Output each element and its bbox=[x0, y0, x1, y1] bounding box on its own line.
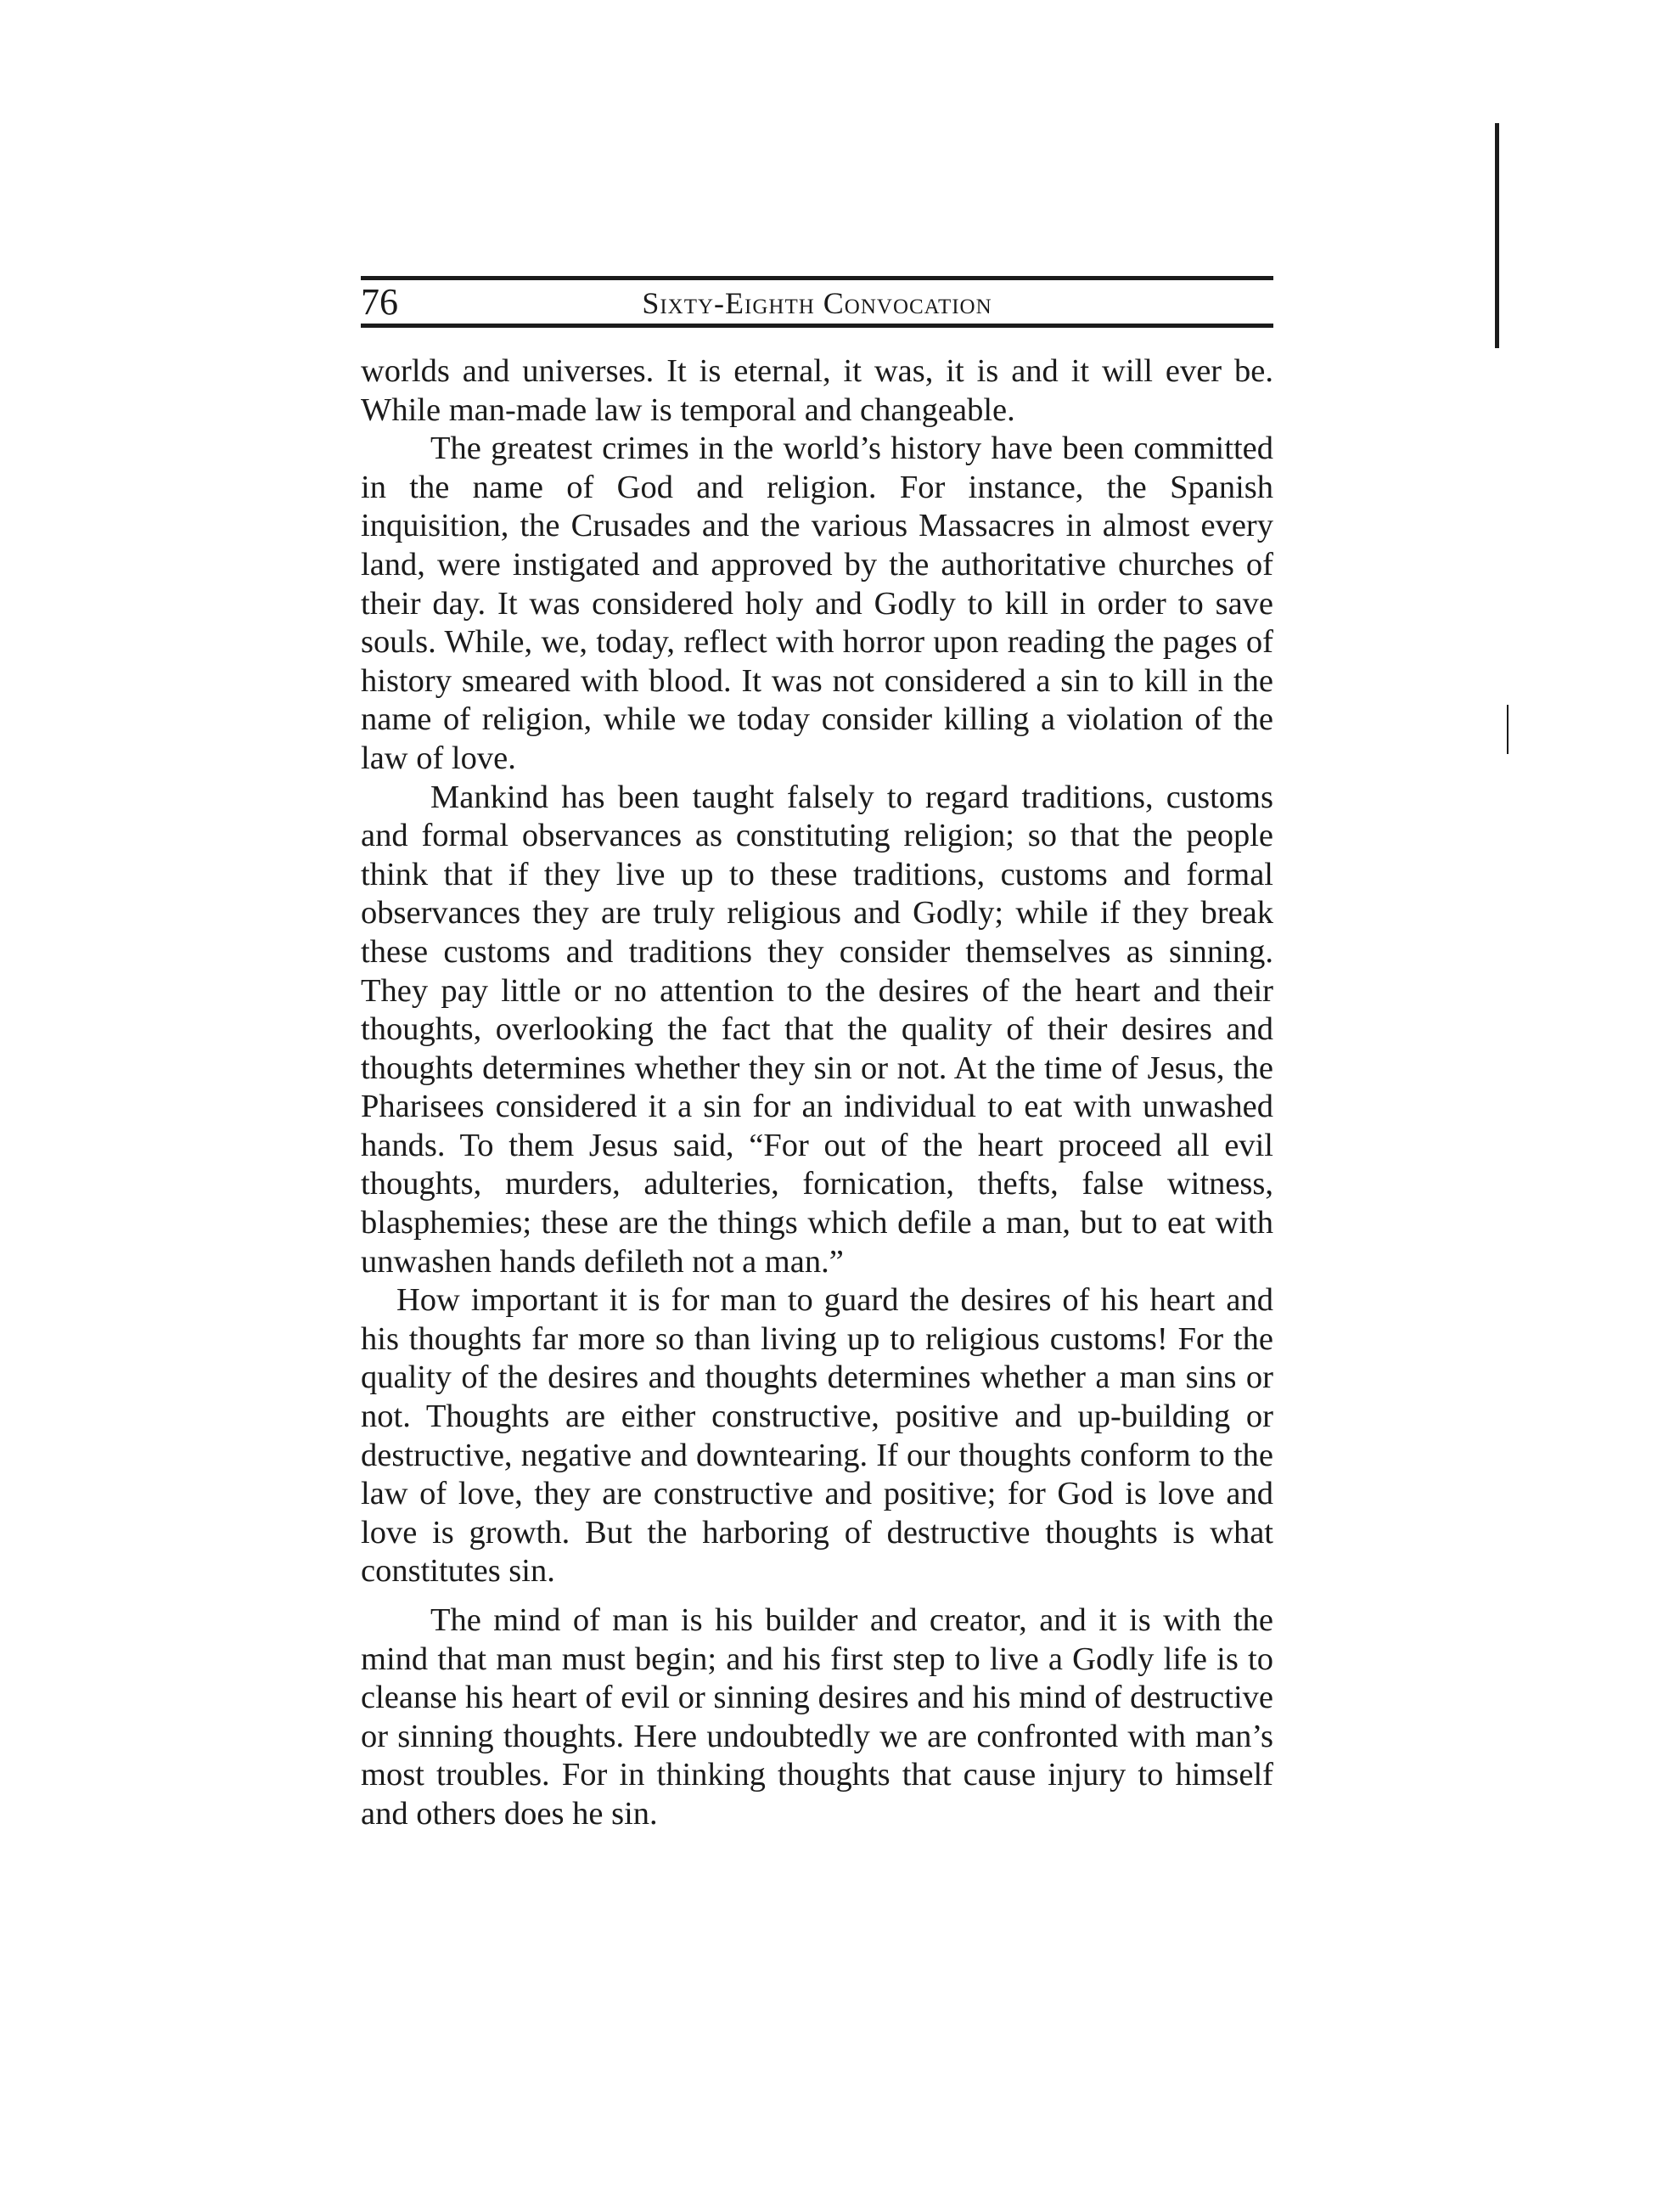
body-text bbox=[361, 352, 1273, 1834]
paragraph-mind-of-man: The mind of man is his builder and creator, and it is with the mind that man must begin; and his first step to live a Godly life is to cleanse his heart of evil or sinning desires and his mind of destructive or sinning thoughts. Here undoubtedly we are confronted with man’s most troubles. For in thinking thoughts that cause injury to himself and others does he sin. bbox=[361, 1602, 1273, 1832]
scan-edge-mark-top bbox=[1495, 123, 1499, 348]
header-rule-top bbox=[361, 276, 1273, 280]
paragraph-greatest-crimes: The greatest crimes in the world’s history have been committed in the name of God and religion. For instance, the Spanish inquisition, the Crusades and the various Massacres in almost every land, were instigated and approved by the authoritative churches of their day. It was considered holy and Godly to kill in order to save souls. While, we, today, reflect with horror upon reading the pages of history smeared with blood. It was not considered a sin to kill in the name of religion, while we today consider killing a violation of the law of love. bbox=[361, 431, 1273, 776]
running-title: Sixty-Eighth Convocation bbox=[642, 286, 992, 320]
page-number: 76 bbox=[361, 281, 398, 323]
scan-edge-mark-middle bbox=[1507, 705, 1508, 754]
running-head bbox=[361, 276, 1273, 327]
header-rule-bottom bbox=[361, 324, 1273, 328]
paragraph-guard-desires: How important it is for man to guard the desires of his heart and his thoughts far more so than living up to religious customs! For the quality of the desires and thoughts determines whether a man sins or not. Thoughts are either constructive, positive and up-building or destructive, negative and downtearing. If our thoughts conform to the law of love, they are constructive and positive; for God is love and love is growth. But the harboring of destructive thoughts is what constitutes sin. bbox=[361, 1282, 1273, 1590]
paragraph-continued: worlds and universes. It is eternal, it was, it is and it will ever be. While man-made law is temporal and changeable. bbox=[361, 353, 1273, 428]
paragraph-mankind-traditions: Mankind has been taught falsely to regard traditions, customs and formal observances as constituting religion; so that the people think that if they live up to these traditions, customs and formal observances they are truly religious and Godly; while if they break these customs and traditions they consider themselves as sinning. They pay little or no attention to the desires of the heart and their thoughts, overlooking the fact that the quality of their desires and thoughts determines whether they sin or not. At the time of Jesus, the Pharisees considered it a sin for an individual to eat with unwashed hands. To them Jesus said, “For out of the heart proceed all evil thoughts, murders, adulteries, fornication, thefts, false witness, blasphemies; these are the things which defile a man, but to eat with unwashen hands defileth not a man.” bbox=[361, 779, 1273, 1280]
